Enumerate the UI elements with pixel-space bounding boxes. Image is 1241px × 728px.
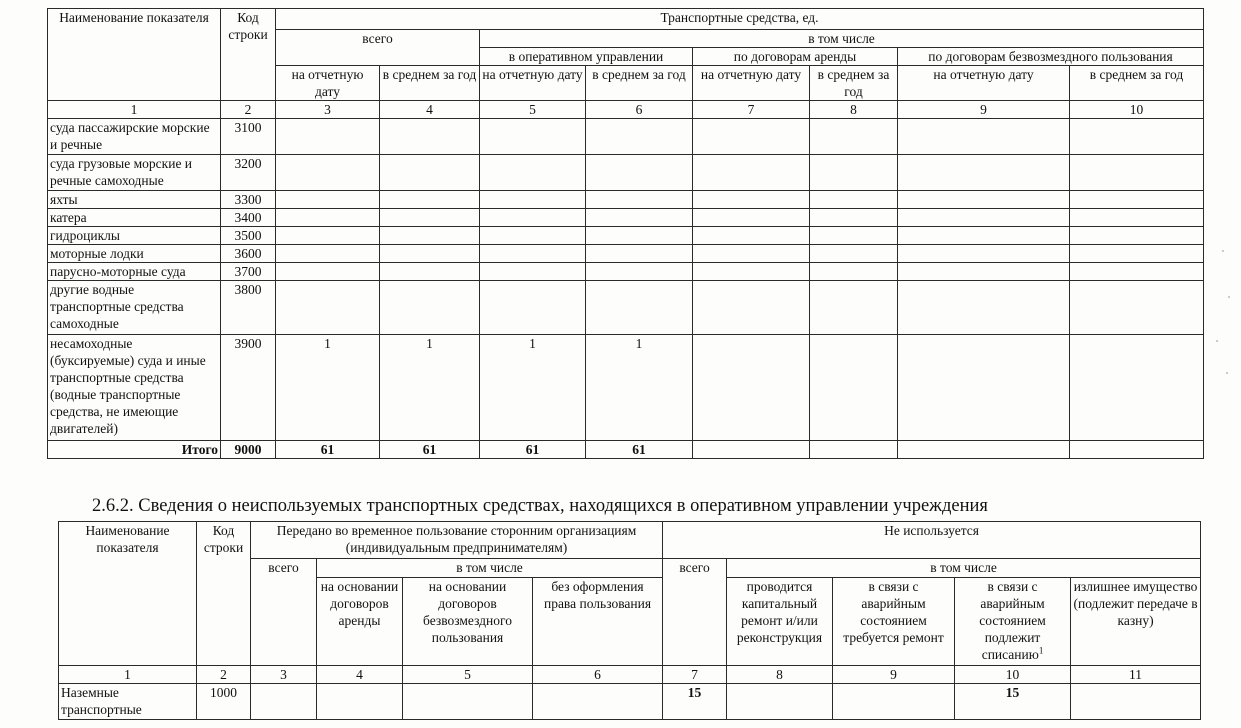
row-name: суда пассажирские морские и речные	[48, 119, 221, 155]
header-not-used: Не используется	[663, 522, 1201, 559]
cell-value	[693, 335, 810, 441]
cell-value	[693, 119, 810, 155]
cell-value	[693, 227, 810, 245]
col-number: 8	[727, 666, 833, 684]
unused-vehicles-table	[58, 521, 1201, 720]
cell-value: 1	[586, 335, 693, 441]
total-value	[1070, 441, 1204, 459]
cell-value	[898, 191, 1070, 209]
table-row	[48, 209, 1204, 227]
header-lease: по договорам аренды	[693, 48, 898, 66]
cell-value	[251, 684, 317, 720]
cell-value	[693, 155, 810, 191]
cell-value	[693, 209, 810, 227]
cell-value	[276, 245, 380, 263]
cell-value	[403, 684, 533, 720]
table-row	[48, 281, 1204, 335]
row-name: катера	[48, 209, 221, 227]
row-name: Наземные транспортные	[59, 684, 197, 720]
cell-value	[810, 281, 898, 335]
total-label: Итого	[48, 441, 221, 459]
header-code: Код строки	[197, 522, 251, 666]
header-capital-repair: проводится капитальный ремонт и/или реконструкция	[727, 578, 833, 666]
cell-value	[380, 263, 480, 281]
col-number: 1	[59, 666, 197, 684]
total-value	[810, 441, 898, 459]
total-value	[693, 441, 810, 459]
table-row	[48, 119, 1204, 155]
header-free-basis: на основании договоров безвозмездного пользования	[403, 578, 533, 666]
cell-value	[586, 227, 693, 245]
cell-value	[380, 245, 480, 263]
row-code: 3100	[221, 119, 276, 155]
col-number: 7	[663, 666, 727, 684]
total-code: 9000	[221, 441, 276, 459]
col-number: 9	[833, 666, 955, 684]
cell-value	[810, 155, 898, 191]
cell-value	[693, 263, 810, 281]
header-avg-year: в среднем за год	[586, 66, 693, 101]
header-write-off	[955, 578, 1071, 666]
col-number: 11	[1071, 666, 1201, 684]
row-name: другие водные транспортные средства самоходные	[48, 281, 221, 335]
cell-value	[898, 119, 1070, 155]
row-code: 3700	[221, 263, 276, 281]
row-code: 3500	[221, 227, 276, 245]
cell-value	[810, 209, 898, 227]
cell-value	[586, 209, 693, 227]
header-at-date: на отчетную дату	[480, 66, 586, 101]
cell-value	[898, 281, 1070, 335]
header-needs-repair: в связи с аварийным состоянием требуется ремонт	[833, 578, 955, 666]
col-number: 4	[317, 666, 403, 684]
col-number: 4	[380, 101, 480, 119]
cell-value	[898, 335, 1070, 441]
total-value: 61	[276, 441, 380, 459]
vehicles-table	[47, 8, 1204, 459]
col-number: 5	[480, 101, 586, 119]
cell-value	[1070, 335, 1204, 441]
table-row	[59, 684, 1201, 720]
total-value: 61	[480, 441, 586, 459]
cell-value	[1070, 263, 1204, 281]
header-surplus: излишнее имущество (подлежит передаче в казну)	[1071, 578, 1201, 666]
cell-value	[480, 227, 586, 245]
cell-value	[693, 281, 810, 335]
cell-value	[480, 155, 586, 191]
cell-value	[380, 281, 480, 335]
row-code: 3600	[221, 245, 276, 263]
row-code: 3300	[221, 191, 276, 209]
table-row	[48, 263, 1204, 281]
cell-value	[810, 191, 898, 209]
cell-value	[810, 335, 898, 441]
total-value	[898, 441, 1070, 459]
col-number: 6	[533, 666, 663, 684]
header-name: Наименование показателя	[59, 522, 197, 666]
cell-value	[380, 119, 480, 155]
header-at-date: на отчетную дату	[898, 66, 1070, 101]
header-avg-year: в среднем за год	[380, 66, 480, 101]
cell-value	[480, 281, 586, 335]
cell-value	[480, 191, 586, 209]
col-number: 2	[221, 101, 276, 119]
header-transferred: Передано во временное пользование сторонним организациям (индивидуальным предпринимателям)	[251, 522, 663, 559]
cell-value	[586, 245, 693, 263]
table-row	[48, 335, 1204, 441]
col-number: 10	[1070, 101, 1204, 119]
header-including: в том числе	[727, 559, 1201, 578]
header-avg-year: в среднем за год	[1070, 66, 1204, 101]
cell-value	[898, 155, 1070, 191]
cell-value	[810, 227, 898, 245]
cell-value	[810, 263, 898, 281]
cell-value	[380, 155, 480, 191]
column-numbers-row	[48, 101, 1204, 119]
cell-value	[1070, 191, 1204, 209]
total-row	[48, 441, 1204, 459]
cell-value	[1070, 245, 1204, 263]
header-free-use: по договорам безвозмездного пользования	[898, 48, 1204, 66]
cell-value	[1071, 684, 1201, 720]
cell-value	[586, 155, 693, 191]
cell-value	[480, 119, 586, 155]
column-numbers-row	[59, 666, 1201, 684]
section-heading: 2.6.2. Сведения о неиспользуемых транспортных средствах, находящихся в оперативном управлении учреждения	[92, 496, 988, 516]
cell-value: 1	[480, 335, 586, 441]
cell-value	[1070, 227, 1204, 245]
cell-value	[276, 209, 380, 227]
scan-speck	[1228, 296, 1230, 298]
header-operative: в оперативном управлении	[480, 48, 693, 66]
cell-value	[380, 191, 480, 209]
cell-value	[480, 263, 586, 281]
cell-value	[480, 209, 586, 227]
row-code: 1000	[197, 684, 251, 720]
header-avg-year: в среднем за год	[810, 66, 898, 101]
header-vehicles: Транспортные средства, ед.	[276, 9, 1204, 30]
header-at-date: на отчетную дату	[693, 66, 810, 101]
cell-value	[276, 227, 380, 245]
cell-value	[276, 119, 380, 155]
cell-value	[276, 281, 380, 335]
cell-value	[380, 209, 480, 227]
cell-value	[380, 227, 480, 245]
cell-value	[833, 684, 955, 720]
cell-value	[480, 245, 586, 263]
col-number: 10	[955, 666, 1071, 684]
header-code: Код строки	[221, 9, 276, 101]
cell-value	[586, 281, 693, 335]
header-including: в том числе	[317, 559, 663, 578]
row-name: несамоходные (буксируемые) суда и иные транспортные средства (водные транспортные средства, не имеющие двигателей)	[48, 335, 221, 441]
cell-value	[317, 684, 403, 720]
header-total: всего	[251, 559, 317, 666]
cell-value	[586, 191, 693, 209]
col-number: 2	[197, 666, 251, 684]
header-name: Наименование показателя	[48, 9, 221, 101]
row-code: 3200	[221, 155, 276, 191]
col-number: 5	[403, 666, 533, 684]
table-row	[48, 191, 1204, 209]
cell-value	[276, 155, 380, 191]
col-number: 9	[898, 101, 1070, 119]
cell-value	[533, 684, 663, 720]
cell-value	[693, 245, 810, 263]
col-number: 8	[810, 101, 898, 119]
row-name: гидроциклы	[48, 227, 221, 245]
cell-value	[898, 263, 1070, 281]
cell-value	[276, 191, 380, 209]
scan-speck	[1222, 250, 1224, 252]
footnote-marker: 1	[1038, 645, 1044, 656]
row-code: 3800	[221, 281, 276, 335]
cell-value	[1070, 209, 1204, 227]
scan-speck	[1226, 372, 1228, 374]
header-including: в том числе	[480, 30, 1204, 48]
col-number: 3	[251, 666, 317, 684]
header-write-off-text: в связи с аварийным состоянием подлежит списанию	[979, 579, 1046, 662]
cell-value	[727, 684, 833, 720]
header-total: всего	[276, 30, 480, 66]
cell-value	[898, 209, 1070, 227]
col-number: 7	[693, 101, 810, 119]
row-code: 3900	[221, 335, 276, 441]
row-name: парусно-моторные суда	[48, 263, 221, 281]
col-number: 3	[276, 101, 380, 119]
cell-value	[586, 263, 693, 281]
col-number: 1	[48, 101, 221, 119]
header-at-date: на отчетную дату	[276, 66, 380, 101]
table-row	[48, 245, 1204, 263]
table-row	[48, 155, 1204, 191]
cell-value	[810, 245, 898, 263]
cell-value	[898, 245, 1070, 263]
table-row	[48, 227, 1204, 245]
header-lease-basis: на основании договоров аренды	[317, 578, 403, 666]
header-total: всего	[663, 559, 727, 666]
cell-value	[1070, 155, 1204, 191]
header-no-formal: без оформления права пользования	[533, 578, 663, 666]
cell-value: 1	[276, 335, 380, 441]
total-value: 61	[380, 441, 480, 459]
cell-value: 1	[380, 335, 480, 441]
cell-value	[1070, 281, 1204, 335]
cell-value: 15	[955, 684, 1071, 720]
cell-value	[1070, 119, 1204, 155]
cell-value	[586, 119, 693, 155]
total-value: 61	[586, 441, 693, 459]
row-name: яхты	[48, 191, 221, 209]
scan-speck	[1216, 340, 1218, 342]
col-number: 6	[586, 101, 693, 119]
row-code: 3400	[221, 209, 276, 227]
row-name: суда грузовые морские и речные самоходные	[48, 155, 221, 191]
cell-value: 15	[663, 684, 727, 720]
row-name: моторные лодки	[48, 245, 221, 263]
cell-value	[810, 119, 898, 155]
cell-value	[898, 227, 1070, 245]
cell-value	[693, 191, 810, 209]
cell-value	[276, 263, 380, 281]
